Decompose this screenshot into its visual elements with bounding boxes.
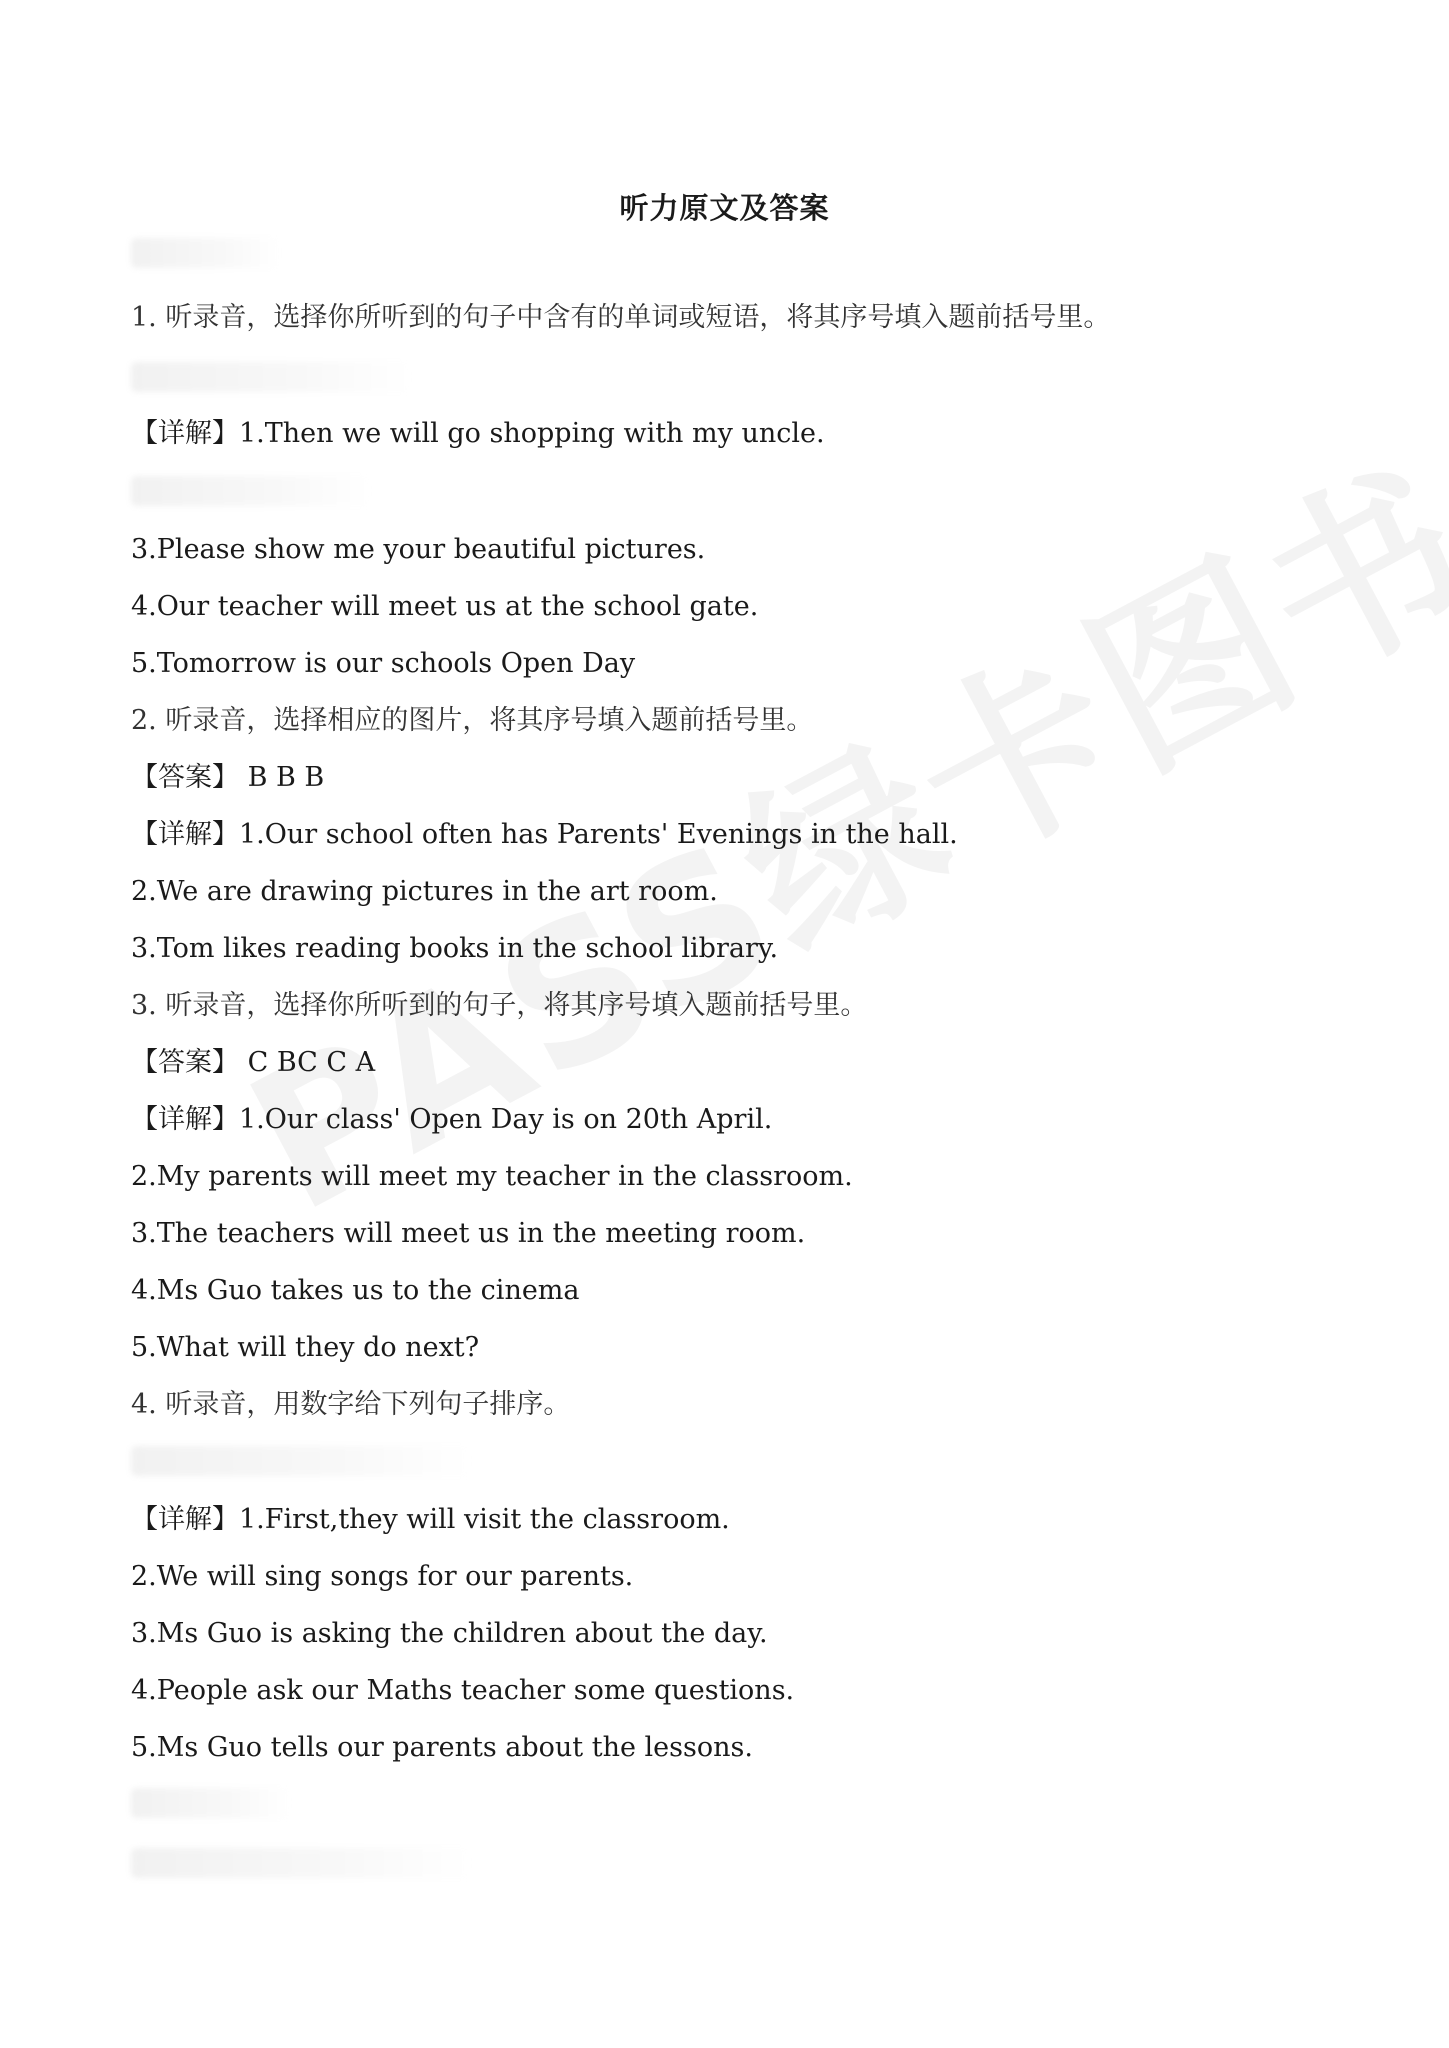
question-4-detail-4: 4.People ask our Maths teacher some questions. [131,1675,795,1706]
question-2-detail-3: 3.Tom likes reading books in the school library. [131,933,779,964]
question-3-answer: 【答案】 C BC C A [131,1047,376,1078]
question-1-detail-4: 4.Our teacher will meet us at the school gate. [131,591,759,622]
question-4-detail-5: 5.Ms Guo tells our parents about the lessons. [131,1732,753,1763]
redacted-block [131,1848,471,1878]
question-3-detail-1: 【详解】1.Our class' Open Day is on 20th April. [131,1104,773,1135]
redacted-block [131,1788,291,1818]
question-1-detail-1: 【详解】1.Then we will go shopping with my uncle. [131,418,825,449]
question-3-detail-2: 2.My parents will meet my teacher in the classroom. [131,1161,853,1192]
redacted-block [131,476,371,506]
question-3-detail-3: 3.The teachers will meet us in the meeting room. [131,1218,806,1249]
redacted-block [131,362,411,392]
redacted-block [131,238,281,268]
question-1-detail-3: 3.Please show me your beautiful pictures. [131,534,706,565]
question-4-detail-1: 【详解】1.First,they will visit the classroom. [131,1504,730,1535]
question-2-answer: 【答案】 B B B [131,762,325,793]
question-4-instruction: 4. 听录音，用数字给下列句子排序。 [131,1389,571,1420]
page-title: 听力原文及答案 [619,191,830,225]
question-4-detail-2: 2.We will sing songs for our parents. [131,1561,634,1592]
question-3-detail-5: 5.What will they do next? [131,1332,480,1363]
question-3-detail-4: 4.Ms Guo takes us to the cinema [131,1275,580,1306]
question-1-instruction: 1. 听录音，选择你所听到的句子中含有的单词或短语，将其序号填入题前括号里。 [131,302,1111,333]
question-4-detail-3: 3.Ms Guo is asking the children about the day. [131,1618,768,1649]
question-2-detail-2: 2.We are drawing pictures in the art room. [131,876,718,907]
question-2-instruction: 2. 听录音，选择相应的图片，将其序号填入题前括号里。 [131,705,814,736]
question-3-instruction: 3. 听录音，选择你所听到的句子，将其序号填入题前括号里。 [131,990,868,1021]
redacted-block [131,1446,471,1476]
question-2-detail-1: 【详解】1.Our school often has Parents' Evenings in the hall. [131,819,958,850]
question-1-detail-5: 5.Tomorrow is our schools Open Day [131,648,636,679]
